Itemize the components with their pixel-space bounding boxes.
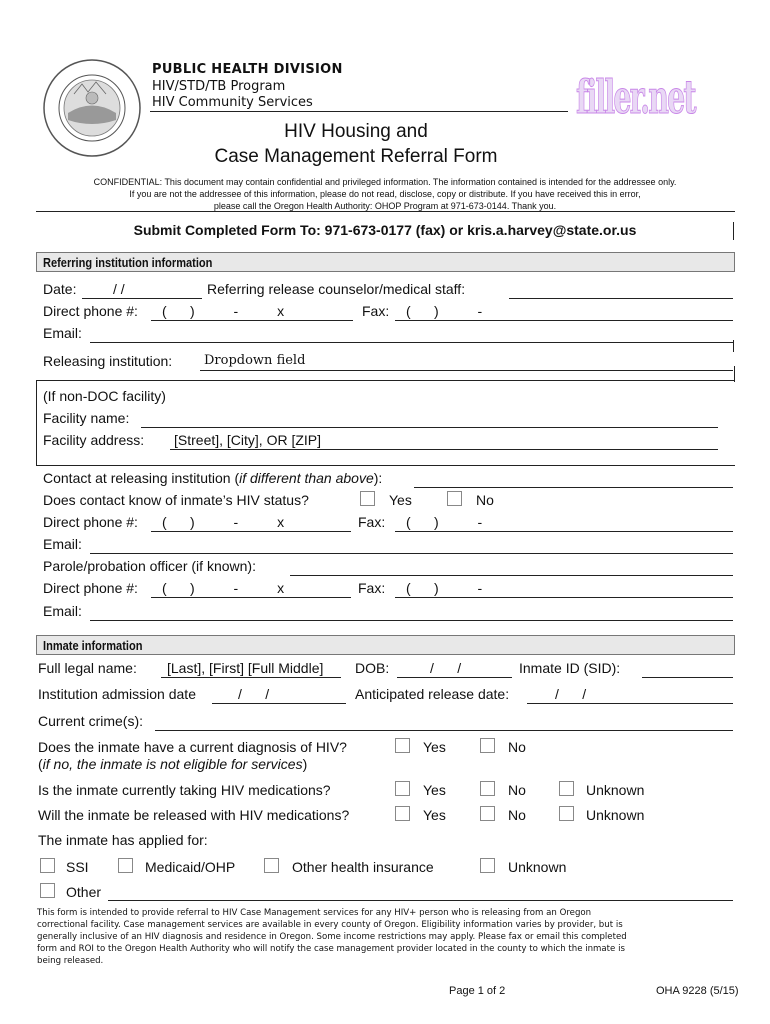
contact-label-c: ): (373, 470, 383, 486)
facility-address-field[interactable] (170, 449, 718, 450)
confidential-divider (36, 211, 735, 212)
parole-officer-label: Parole/probation officer (if known): (43, 558, 256, 574)
release-meds-no-checkbox[interactable] (480, 806, 495, 821)
diagnosis-note-close: ) (302, 756, 308, 772)
know-status-label: Does contact know of inmate’s HIV status? (43, 492, 309, 508)
facility-address-label: Facility address: (43, 432, 145, 448)
non-doc-frame-left (36, 380, 37, 466)
applied-other-field[interactable] (108, 900, 733, 901)
applied-medicaid-checkbox[interactable] (118, 858, 133, 873)
fax-label: Fax: (362, 303, 390, 319)
sid-label: Inmate ID (SID): (519, 660, 621, 676)
date-value[interactable]: / / (113, 281, 125, 297)
facility-name-label: Facility name: (43, 410, 130, 426)
parole-phone-field[interactable] (151, 597, 351, 598)
confidential-line1: CONFIDENTIAL: This document may contain confidential and privileged information. The information contained is intended for the addressee only. (93, 177, 677, 187)
form-id: OHA 9228 (5/15) (656, 985, 739, 997)
know-status-yes-checkbox[interactable] (360, 491, 375, 506)
applied-other-checkbox[interactable] (40, 883, 55, 898)
form-title-line1: HIV Housing and (284, 121, 428, 142)
contact-phone-label: Direct phone #: (43, 514, 138, 530)
footer-note-2: correctional facility. Case management services are available in every county of Oregon. Eligibility information varies by provider, but is (37, 920, 623, 930)
non-doc-label: (If non-DOC facility) (43, 388, 166, 404)
footer-note-1: This form is intended to provide referral to HIV Case Management services for any HIV+ person who is releasing from an Oregon (37, 908, 592, 918)
current-crime-label: Current crime(s): (38, 713, 144, 729)
date-label: Date: (43, 281, 77, 297)
contact-field[interactable] (414, 487, 733, 488)
applied-unknown-label: Unknown (508, 859, 567, 875)
parole-email-field[interactable] (90, 620, 733, 621)
diagnosis-note (38, 756, 307, 772)
know-status-no-label: No (476, 492, 494, 508)
parole-fax-value[interactable]: ( ) - (406, 580, 483, 596)
direct-phone-field[interactable] (151, 320, 353, 321)
footer-note-3: generally inclusive of an HIV diagnosis and residence in Oregon. Some income restrictions may apply. Please fax or email this completed (37, 932, 627, 942)
meds-no-checkbox[interactable] (480, 781, 495, 796)
release-date-field[interactable] (527, 703, 733, 704)
contact-email-label: Email: (43, 536, 82, 552)
know-status-yes-label: Yes (389, 492, 412, 508)
releasing-institution-label: Releasing institution: (43, 353, 173, 369)
meds-unknown-checkbox[interactable] (559, 781, 574, 796)
contact-phone-field[interactable] (151, 531, 351, 532)
email-field[interactable] (90, 342, 733, 343)
inmate-section-header: Inmate information (36, 635, 735, 655)
release-meds-unknown-label: Unknown (586, 807, 645, 823)
contact-label-note: if different than above (239, 470, 374, 486)
facility-address-value[interactable]: [Street], [City], OR [ZIP] (174, 432, 322, 448)
dob-label: DOB: (355, 660, 390, 676)
applied-other-insurance-checkbox[interactable] (264, 858, 279, 873)
release-meds-no-label: No (508, 807, 526, 823)
admission-date-value[interactable]: / / (238, 686, 270, 702)
parole-fax-label: Fax: (358, 580, 386, 596)
applied-ssi-label: SSI (66, 859, 89, 875)
release-meds-unknown-checkbox[interactable] (559, 806, 574, 821)
parole-phone-label: Direct phone #: (43, 580, 138, 596)
non-doc-frame-right (734, 366, 735, 382)
email-label: Email: (43, 325, 82, 341)
full-name-label: Full legal name: (38, 660, 137, 676)
applied-medicaid-label: Medicaid/OHP (145, 859, 236, 875)
confidential-line3: please call the Oregon Health Authority: OHOP Program at 971-673-0144. Thank you. (213, 201, 557, 211)
contact-phone-value[interactable]: ( ) - x (162, 514, 285, 530)
applied-for-label: The inmate has applied for: (38, 832, 208, 848)
full-name-field[interactable] (161, 677, 341, 678)
applied-other-insurance-label: Other health insurance (292, 859, 434, 875)
contact-fax-label: Fax: (358, 514, 386, 530)
facility-name-field[interactable] (141, 427, 718, 428)
diagnosis-yes-label: Yes (423, 739, 446, 755)
services-name: HIV Community Services (152, 95, 313, 110)
referring-section-header: Referring institution information (36, 252, 735, 272)
contact-label (43, 470, 382, 486)
counselor-label: Referring release counselor/medical staff: (207, 281, 466, 297)
release-meds-yes-label: Yes (423, 807, 446, 823)
parole-phone-value[interactable]: ( ) - x (162, 580, 285, 596)
diagnosis-note-open: ( (38, 756, 43, 772)
applied-ssi-checkbox[interactable] (40, 858, 55, 873)
know-status-no-checkbox[interactable] (447, 491, 462, 506)
dob-field[interactable] (397, 677, 512, 678)
releasing-marker (733, 340, 734, 352)
division-name: PUBLIC HEALTH DIVISION (152, 62, 343, 77)
header-divider (150, 111, 568, 112)
releasing-institution-dropdown[interactable]: Dropdown field (204, 353, 306, 368)
dob-value[interactable]: / / (430, 660, 462, 676)
admission-date-field[interactable] (212, 703, 346, 704)
program-name: HIV/STD/TB Program (152, 79, 286, 94)
meds-question: Is the inmate currently taking HIV medications? (38, 782, 331, 798)
parole-officer-field[interactable] (290, 575, 733, 576)
meds-no-label: No (508, 782, 526, 798)
non-doc-frame-top (36, 380, 735, 381)
fax-field[interactable] (395, 320, 733, 321)
footer-note-5: being released. (37, 956, 104, 966)
filler-logo: filler.net (576, 70, 695, 124)
parole-fax-field[interactable] (395, 597, 733, 598)
releasing-institution-underline (200, 370, 733, 371)
page-number: Page 1 of 2 (449, 985, 506, 997)
counselor-field[interactable] (509, 298, 733, 299)
release-meds-yes-checkbox[interactable] (395, 806, 410, 821)
non-doc-frame-bottom (36, 465, 735, 466)
sid-field[interactable] (642, 677, 733, 678)
oregon-state-seal (42, 58, 142, 158)
diagnosis-yes-checkbox[interactable] (395, 738, 410, 753)
submit-instructions: Submit Completed Form To: 971-673-0177 (fax) or kris.a.harvey@state.or.us (133, 222, 637, 238)
release-date-label: Anticipated release date: (355, 686, 510, 702)
confidential-line2: If you are not the addressee of this information, please do not read, disclose, copy or distribute. If you have received this in error, (129, 189, 641, 199)
release-date-value[interactable]: / / (555, 686, 587, 702)
submit-marker (733, 222, 734, 240)
diagnosis-no-checkbox[interactable] (480, 738, 495, 753)
release-meds-question: Will the inmate be released with HIV medications? (38, 807, 350, 823)
fax-value[interactable]: ( ) - (406, 303, 483, 319)
parole-email-label: Email: (43, 603, 82, 619)
contact-email-field[interactable] (90, 553, 733, 554)
contact-fax-value[interactable]: ( ) - (406, 514, 483, 530)
direct-phone-value[interactable]: ( ) - x (162, 303, 285, 319)
applied-other-label: Other (66, 884, 102, 900)
direct-phone-label: Direct phone #: (43, 303, 138, 319)
contact-fax-field[interactable] (395, 531, 733, 532)
date-field[interactable] (82, 298, 202, 299)
meds-yes-checkbox[interactable] (395, 781, 410, 796)
current-crime-field[interactable] (155, 730, 733, 731)
diagnosis-note-text: if no, the inmate is not eligible for services (42, 756, 303, 772)
form-title-line2: Case Management Referral Form (214, 146, 498, 167)
applied-unknown-checkbox[interactable] (480, 858, 495, 873)
footer-note-4: form and ROI to the Oregon Health Authority who will notify the case management provider located in the county to which the inmate is (37, 944, 625, 954)
meds-yes-label: Yes (423, 782, 446, 798)
admission-date-label: Institution admission date (38, 686, 196, 702)
full-name-value[interactable]: [Last], [First] [Full Middle] (167, 660, 324, 676)
contact-label-a: Contact at releasing institution ( (43, 470, 240, 486)
diagnosis-question: Does the inmate have a current diagnosis of HIV? (38, 739, 347, 755)
meds-unknown-label: Unknown (586, 782, 645, 798)
diagnosis-no-label: No (508, 739, 526, 755)
